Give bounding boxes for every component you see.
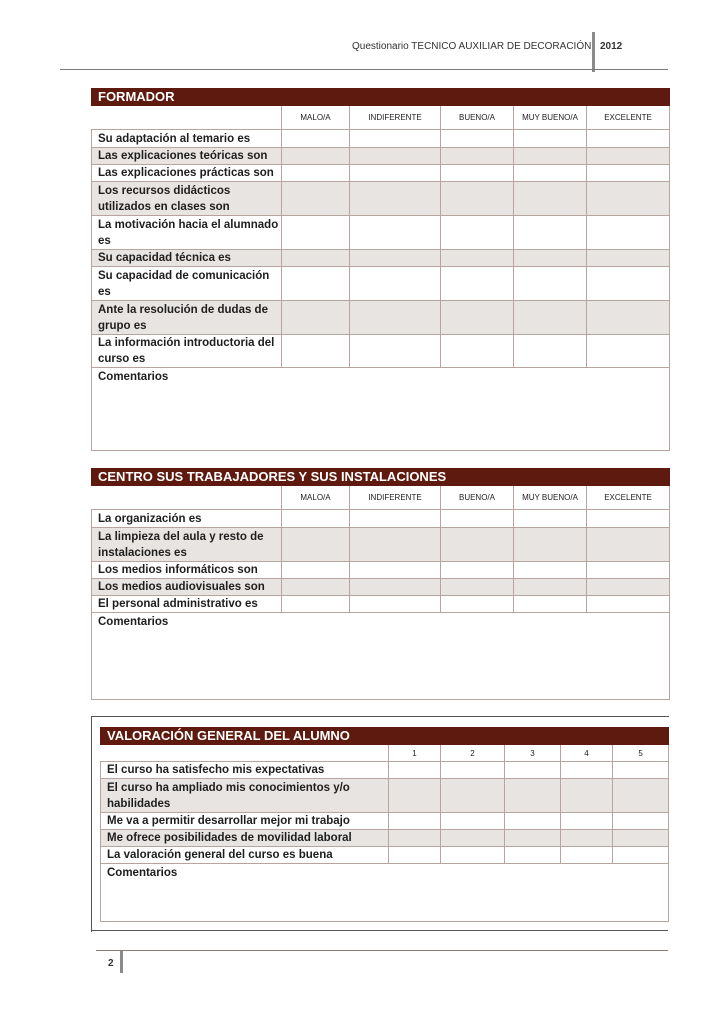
- question-label: El curso ha satisfecho mis expectativas: [101, 762, 389, 779]
- rating-cell[interactable]: [389, 762, 441, 779]
- comments-label: Comentarios: [98, 371, 169, 383]
- rating-cell[interactable]: [282, 250, 350, 267]
- column-header-malo: MALO/A: [282, 486, 350, 510]
- question-label: Me va a permitir desarrollar mejor mi trabajo: [101, 813, 389, 830]
- rating-cell[interactable]: [514, 528, 587, 562]
- section-title: FORMADOR: [92, 89, 670, 106]
- rating-cell[interactable]: [514, 216, 587, 250]
- column-header-excelente: EXCELENTE: [587, 106, 670, 130]
- rating-cell[interactable]: [441, 182, 514, 216]
- rating-cell[interactable]: [441, 335, 514, 368]
- column-header-muy-bueno: MUY BUENO/A: [514, 486, 587, 510]
- column-header-5: 5: [613, 745, 669, 762]
- rating-cell[interactable]: [282, 579, 350, 596]
- rating-cell[interactable]: [350, 165, 441, 182]
- rating-cell[interactable]: [587, 579, 670, 596]
- rating-cell[interactable]: [350, 579, 441, 596]
- rating-cell[interactable]: [587, 301, 670, 335]
- column-header-muy-bueno: MUY BUENO/A: [514, 106, 587, 130]
- footer-rule: [96, 950, 668, 951]
- column-header-bueno: BUENO/A: [441, 106, 514, 130]
- rating-cell[interactable]: [441, 762, 505, 779]
- comments-box[interactable]: [92, 613, 670, 700]
- rating-cell[interactable]: [350, 267, 441, 301]
- centro-table: [91, 468, 670, 700]
- column-header-1: 1: [389, 745, 441, 762]
- rating-cell[interactable]: [587, 335, 670, 368]
- question-label: Las explicaciones teóricas son: [92, 148, 282, 165]
- rating-cell[interactable]: [441, 267, 514, 301]
- rating-cell[interactable]: [350, 148, 441, 165]
- rating-cell[interactable]: [350, 182, 441, 216]
- question-label: El curso ha ampliado mis conocimientos y/o habilidades: [101, 779, 389, 813]
- rating-cell[interactable]: [282, 562, 350, 579]
- section-frame-bottom: [91, 930, 668, 931]
- question-label: La valoración general del curso es buena: [101, 847, 389, 864]
- header-rule: [60, 69, 668, 70]
- rating-cell[interactable]: [282, 130, 350, 148]
- rating-cell[interactable]: [441, 528, 514, 562]
- rating-cell[interactable]: [389, 847, 441, 864]
- rating-cell[interactable]: [514, 267, 587, 301]
- question-label: Ante la resolución de dudas de grupo es: [92, 301, 282, 335]
- rating-cell[interactable]: [505, 779, 561, 813]
- rating-cell[interactable]: [587, 216, 670, 250]
- rating-cell[interactable]: [587, 250, 670, 267]
- rating-cell[interactable]: [587, 130, 670, 148]
- rating-cell[interactable]: [505, 830, 561, 847]
- rating-cell[interactable]: [350, 510, 441, 528]
- rating-cell[interactable]: [587, 267, 670, 301]
- rating-cell[interactable]: [441, 562, 514, 579]
- rating-cell[interactable]: [505, 813, 561, 830]
- rating-cell[interactable]: [282, 335, 350, 368]
- header-spacer: [92, 106, 282, 130]
- rating-cell[interactable]: [514, 165, 587, 182]
- question-label: Los medios audiovisuales son: [92, 579, 282, 596]
- column-header-indiferente: INDIFERENTE: [350, 106, 441, 130]
- rating-cell[interactable]: [441, 250, 514, 267]
- rating-cell[interactable]: [441, 510, 514, 528]
- column-header-bueno: BUENO/A: [441, 486, 514, 510]
- question-label: La organización es: [92, 510, 282, 528]
- rating-cell[interactable]: [350, 216, 441, 250]
- rating-cell[interactable]: [389, 779, 441, 813]
- rating-cell[interactable]: [441, 596, 514, 613]
- document-header-year: 2012: [600, 41, 623, 52]
- rating-cell[interactable]: [587, 562, 670, 579]
- rating-cell[interactable]: [441, 216, 514, 250]
- rating-cell[interactable]: [350, 596, 441, 613]
- rating-cell[interactable]: [561, 813, 613, 830]
- rating-cell[interactable]: [613, 813, 669, 830]
- rating-cell[interactable]: [282, 596, 350, 613]
- comments-label: Comentarios: [98, 616, 169, 628]
- rating-cell[interactable]: [441, 148, 514, 165]
- rating-cell[interactable]: [514, 510, 587, 528]
- rating-cell[interactable]: [561, 762, 613, 779]
- rating-cell[interactable]: [282, 528, 350, 562]
- header-spacer: [92, 486, 282, 510]
- rating-cell[interactable]: [350, 528, 441, 562]
- rating-cell[interactable]: [282, 510, 350, 528]
- rating-cell[interactable]: [350, 335, 441, 368]
- column-header-indiferente: INDIFERENTE: [350, 486, 441, 510]
- column-header-2: 2: [441, 745, 505, 762]
- rating-cell[interactable]: [282, 216, 350, 250]
- rating-cell[interactable]: [613, 830, 669, 847]
- comments-box[interactable]: [101, 864, 669, 922]
- valoracion-table: [100, 727, 669, 922]
- rating-cell[interactable]: [282, 165, 350, 182]
- rating-cell[interactable]: [561, 847, 613, 864]
- page-number: 2: [108, 958, 114, 969]
- rating-cell[interactable]: [441, 779, 505, 813]
- header-divider: [592, 32, 595, 72]
- question-label: Su capacidad técnica es: [92, 250, 282, 267]
- rating-cell[interactable]: [587, 510, 670, 528]
- rating-cell[interactable]: [350, 301, 441, 335]
- rating-cell[interactable]: [514, 579, 587, 596]
- rating-cell[interactable]: [587, 182, 670, 216]
- question-label: Los recursos didácticos utilizados en clases son: [92, 182, 282, 216]
- rating-cell[interactable]: [613, 762, 669, 779]
- rating-cell[interactable]: [514, 130, 587, 148]
- rating-cell[interactable]: [389, 813, 441, 830]
- comments-label: Comentarios: [107, 867, 178, 879]
- formador-table: [91, 88, 670, 451]
- rating-cell[interactable]: [282, 267, 350, 301]
- rating-cell[interactable]: [587, 528, 670, 562]
- column-header-4: 4: [561, 745, 613, 762]
- question-label: La limpieza del aula y resto de instalaciones es: [92, 528, 282, 562]
- question-label: El personal administrativo es: [92, 596, 282, 613]
- column-header-malo: MALO/A: [282, 106, 350, 130]
- rating-cell[interactable]: [389, 830, 441, 847]
- rating-cell[interactable]: [514, 250, 587, 267]
- rating-cell[interactable]: [514, 182, 587, 216]
- rating-cell[interactable]: [587, 165, 670, 182]
- rating-cell[interactable]: [441, 301, 514, 335]
- rating-cell[interactable]: [441, 579, 514, 596]
- rating-cell[interactable]: [505, 762, 561, 779]
- document-header-title: Questionario TECNICO AUXILIAR DE DECORACIÓN: [352, 41, 592, 52]
- section-title: CENTRO SUS TRABAJADORES Y SUS INSTALACIONES: [92, 469, 670, 486]
- question-label: Su capacidad de comunicación es: [92, 267, 282, 301]
- rating-cell[interactable]: [613, 779, 669, 813]
- question-label: Los medios informáticos son: [92, 562, 282, 579]
- question-label: La motivación hacia el alumnado es: [92, 216, 282, 250]
- rating-cell[interactable]: [350, 562, 441, 579]
- question-label: Las explicaciones prácticas son: [92, 165, 282, 182]
- question-label: Me ofrece posibilidades de movilidad laboral: [101, 830, 389, 847]
- rating-cell[interactable]: [441, 165, 514, 182]
- rating-cell[interactable]: [505, 847, 561, 864]
- rating-cell[interactable]: [441, 847, 505, 864]
- question-label: La información introductoria del curso es: [92, 335, 282, 368]
- rating-cell[interactable]: [561, 779, 613, 813]
- rating-cell[interactable]: [441, 130, 514, 148]
- rating-cell[interactable]: [514, 562, 587, 579]
- question-label: Su adaptación al temario es: [92, 130, 282, 148]
- header-spacer: [101, 745, 389, 762]
- column-header-3: 3: [505, 745, 561, 762]
- footer-divider: [120, 951, 123, 973]
- rating-cell[interactable]: [441, 830, 505, 847]
- rating-cell[interactable]: [514, 596, 587, 613]
- rating-cell[interactable]: [587, 596, 670, 613]
- rating-cell[interactable]: [514, 301, 587, 335]
- rating-cell[interactable]: [282, 301, 350, 335]
- rating-cell[interactable]: [587, 148, 670, 165]
- rating-cell[interactable]: [561, 830, 613, 847]
- rating-cell[interactable]: [282, 148, 350, 165]
- column-header-excelente: EXCELENTE: [587, 486, 670, 510]
- rating-cell[interactable]: [514, 148, 587, 165]
- rating-cell[interactable]: [282, 182, 350, 216]
- rating-cell[interactable]: [441, 813, 505, 830]
- rating-cell[interactable]: [613, 847, 669, 864]
- rating-cell[interactable]: [514, 335, 587, 368]
- comments-box[interactable]: [92, 368, 670, 451]
- rating-cell[interactable]: [350, 130, 441, 148]
- rating-cell[interactable]: [350, 250, 441, 267]
- section-title: VALORACIÓN GENERAL DEL ALUMNO: [101, 728, 669, 745]
